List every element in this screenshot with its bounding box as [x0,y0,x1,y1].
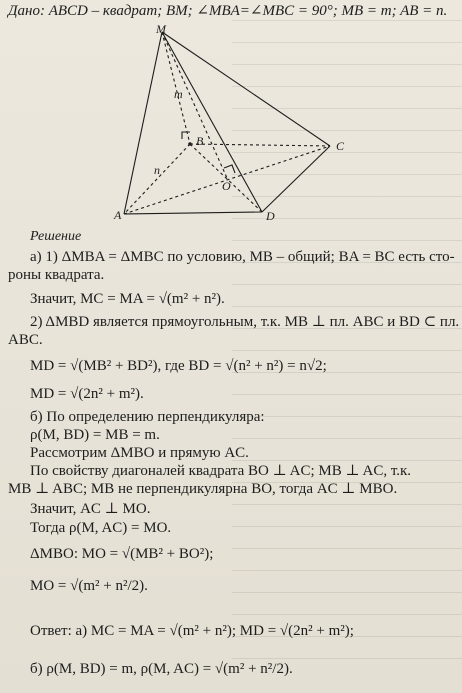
solution-line: ρ(M, BD) = MB = m. [30,427,160,443]
solution-line: Значит, MC = MA = √(m² + n²). [30,291,225,307]
solution-line: MD = √(MB² + BD²), где BD = √(n² + n²) = n√2; [30,358,327,374]
solution-line: Значит, AC ⊥ MO. [30,501,151,517]
label-A: A [114,208,122,220]
solution-heading: Решение [30,229,82,244]
label-M: M [156,24,166,36]
answer-line: б) ρ(M, BD) = m, ρ(M, AC) = √(m² + n²/2). [30,661,293,677]
label-C: C [336,139,345,153]
solution-line: Рассмотрим ΔMBO и прямую AC. [30,445,249,461]
solution-line: а) 1) ΔMBA = ΔMBC по условию, MB – общий; BA = BC есть сто- [30,249,455,265]
label-B: B [196,134,204,148]
solution-line: MB ⊥ ABC; MB не перпендикулярна BO, тогда AC ⊥ MBO. [8,481,398,497]
solution-line: Тогда ρ(M, AC) = MO. [30,520,172,536]
solution-line: MO = √(m² + n²/2). [30,578,148,594]
solution-line: ABC. [8,332,43,348]
label-n: n [154,163,160,177]
solution-line: 2) ΔMBD является прямоугольным, т.к. MB ⊥ пл. ABC и BD ⊂ пл. [30,314,460,330]
given-statement: Дано: ABCD – квадрат; BM; ∠MBA=∠MBC = 90°; MB = m; AB = n. [8,3,448,19]
solution-line: MD = √(2n² + m²). [30,386,144,402]
pyramid-figure [110,24,360,220]
label-m: m [174,87,183,101]
solution-line: По свойству диагоналей квадрата BO ⊥ AC; MB ⊥ AC, т.к. [30,463,412,479]
solution-line: ΔMBO: MO = √(MB² + BO²); [30,546,214,562]
solution-line: б) По определению перпендикуляра: [30,409,265,425]
label-O: O [222,179,231,193]
label-D: D [266,209,275,220]
solution-line: роны квадрата. [8,267,105,283]
answer-line: Ответ: а) MC = MA = √(m² + n²); MD = √(2n² + m²); [30,623,354,639]
